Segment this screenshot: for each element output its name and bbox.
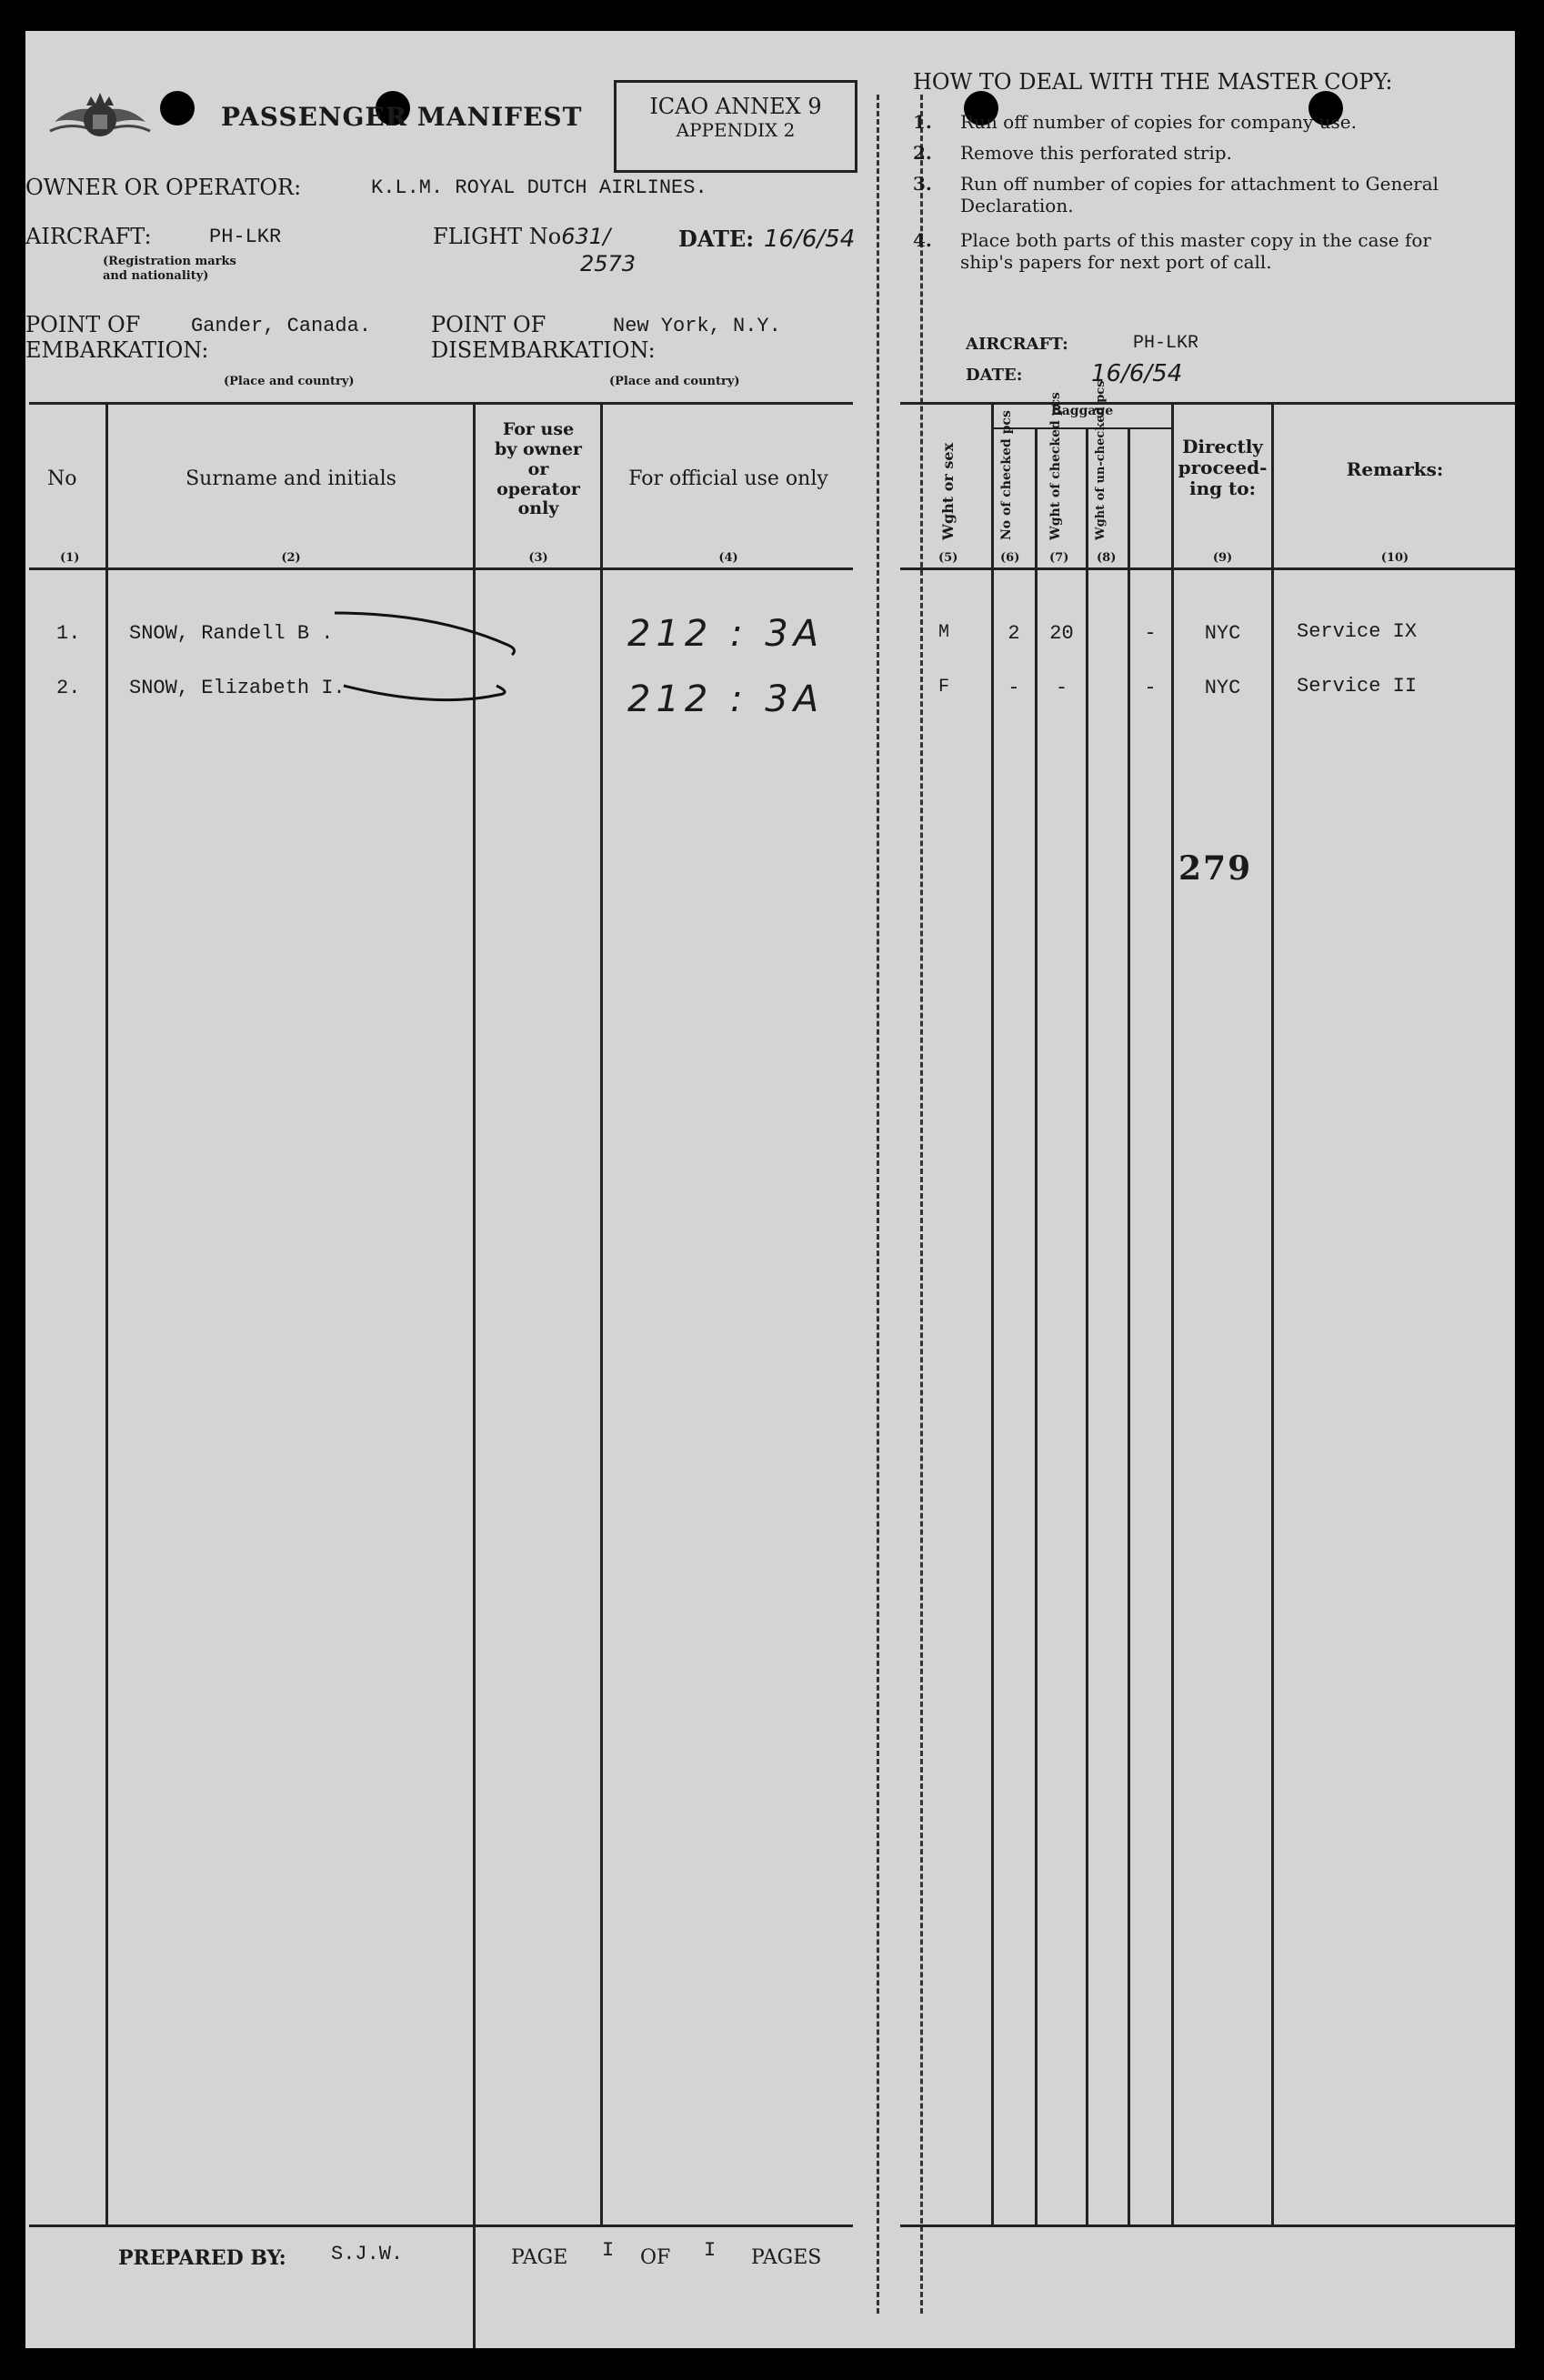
passenger-no: 2.: [56, 677, 81, 699]
instruction-item: 1. Run off number of copies for company use.: [913, 111, 1357, 133]
col-divider: [600, 402, 603, 2224]
destination: NYC: [1204, 622, 1241, 645]
unchecked-wght: -: [1144, 622, 1157, 645]
col-num: (2): [281, 551, 301, 565]
table-top-rule: [29, 402, 853, 405]
col-num: (8): [1097, 551, 1117, 565]
passenger-no: 1.: [56, 622, 81, 645]
col-header-proceeding: Directly proceed- ing to:: [1178, 436, 1268, 499]
checked-pcs: 2: [1008, 622, 1020, 645]
col-num: (6): [1000, 551, 1020, 565]
instructions-title: HOW TO DEAL WITH THE MASTER COPY:: [913, 69, 1393, 95]
embark-value: Gander, Canada.: [191, 315, 372, 337]
date-label: DATE:: [678, 226, 755, 252]
col-header-official: For official use only: [628, 467, 828, 490]
flight-value: 631/: [561, 224, 611, 249]
col-divider: [1086, 427, 1088, 2224]
check-stroke-icon: [326, 595, 535, 731]
annex-line2: APPENDIX 2: [676, 119, 796, 141]
checked-pcs: -: [1008, 677, 1020, 699]
col-divider: [991, 402, 994, 2224]
col-header-checked-pcs: No of checked pcs: [999, 410, 1014, 540]
table-bottom-rule: [29, 2224, 853, 2227]
owner-label: OWNER OR OPERATOR:: [25, 175, 302, 200]
table-bottom-rule: [900, 2224, 1515, 2227]
strip-aircraft-value: PH-LKR: [1133, 333, 1199, 354]
col-header-sex: Wght or sex: [939, 442, 957, 540]
perforation-line: [877, 95, 879, 2314]
aircraft-value: PH-LKR: [209, 226, 282, 248]
strip-aircraft-label: AIRCRAFT:: [966, 335, 1068, 354]
disembark-value: New York, N.Y.: [613, 315, 781, 337]
annex-box: [614, 80, 857, 173]
annex-line1: ICAO ANNEX 9: [649, 94, 822, 119]
flight-label: FLIGHT No: [433, 224, 562, 249]
disembark-note: (Place and country): [609, 375, 740, 388]
official-code: 212 : 3A: [627, 678, 825, 720]
checked-wght: -: [1055, 677, 1068, 699]
passenger-sex: F: [938, 677, 950, 698]
page-label: PAGE: [511, 2246, 568, 2269]
owner-value: K.L.M. ROYAL DUTCH AIRLINES.: [371, 176, 707, 199]
passenger-sex: M: [938, 622, 950, 643]
col-num: (10): [1380, 551, 1409, 565]
remarks: Service IX: [1297, 620, 1418, 643]
aircraft-note2: and nationality): [103, 269, 209, 283]
manifest-sheet: [25, 31, 1515, 2348]
remarks: Service II: [1297, 675, 1418, 698]
checked-wght: 20: [1049, 622, 1074, 645]
instruction-item: 2. Remove this perforated strip.: [913, 142, 1232, 164]
col-num: (7): [1049, 551, 1069, 565]
col-header-checked-wght: Wght of checked pcs: [1048, 392, 1063, 540]
baggage-rule: [991, 427, 1171, 429]
passenger-name: SNOW, Elizabeth I.: [129, 677, 346, 699]
col-header-unchecked-wght: Wght of un-checked pcs: [1094, 380, 1108, 540]
strip-date-label: DATE:: [966, 366, 1023, 385]
table-header-rule: [29, 567, 853, 570]
punch-hole: [160, 91, 195, 126]
page-value: I: [602, 2239, 615, 2262]
aircraft-note1: (Registration marks: [103, 255, 236, 268]
disembark-label: POINT OF DISEMBARKATION:: [431, 312, 656, 363]
official-code: 212 : 3A: [627, 613, 825, 655]
col-num: (9): [1212, 551, 1233, 565]
passenger-name: SNOW, Randell B .: [129, 622, 334, 645]
col-divider: [1171, 402, 1174, 2224]
col-num: (1): [60, 551, 80, 565]
col-num: (3): [528, 551, 548, 565]
col-header-surname: Surname and initials: [185, 467, 396, 490]
col-header-baggage: Baggage: [1050, 404, 1114, 418]
strip-date-value: 16/6/54: [1091, 360, 1183, 387]
klm-crown-logo-icon: [45, 85, 155, 158]
aircraft-label: AIRCRAFT:: [25, 224, 152, 249]
col-header-no: No: [47, 467, 77, 490]
destination: NYC: [1204, 677, 1241, 699]
prepared-by-value: S.J.W.: [331, 2243, 404, 2265]
col-header-remarks: Remarks:: [1346, 458, 1444, 480]
unchecked-wght: -: [1144, 677, 1157, 699]
of-label: OF: [640, 2246, 671, 2269]
perforation-line: [920, 95, 923, 2314]
col-num: (4): [718, 551, 738, 565]
instructions-list: [913, 111, 1486, 273]
col-num: (5): [938, 551, 958, 565]
stamp-number: 279: [1178, 849, 1253, 888]
embark-note: (Place and country): [224, 375, 355, 388]
of-value: I: [704, 2239, 717, 2262]
col-divider: [1271, 402, 1274, 2224]
col-divider: [105, 402, 108, 2224]
pages-label: PAGES: [751, 2246, 822, 2269]
instruction-item: 4. Place both parts of this master copy in the case for ship's papers for next port of call.: [913, 229, 1431, 273]
date-value: 16/6/54: [764, 226, 856, 253]
instruction-item: 3. Run off number of copies for attachment to General Declaration.: [913, 173, 1439, 216]
page-title: PASSENGER MANIFEST: [221, 102, 583, 132]
embark-label: POINT OF EMBARKATION:: [25, 312, 209, 363]
flight-value2: 2573: [580, 251, 637, 276]
col-header-owner-use: For use by owner or operator only: [495, 419, 582, 519]
prepared-by-label: PREPARED BY:: [118, 2246, 286, 2270]
